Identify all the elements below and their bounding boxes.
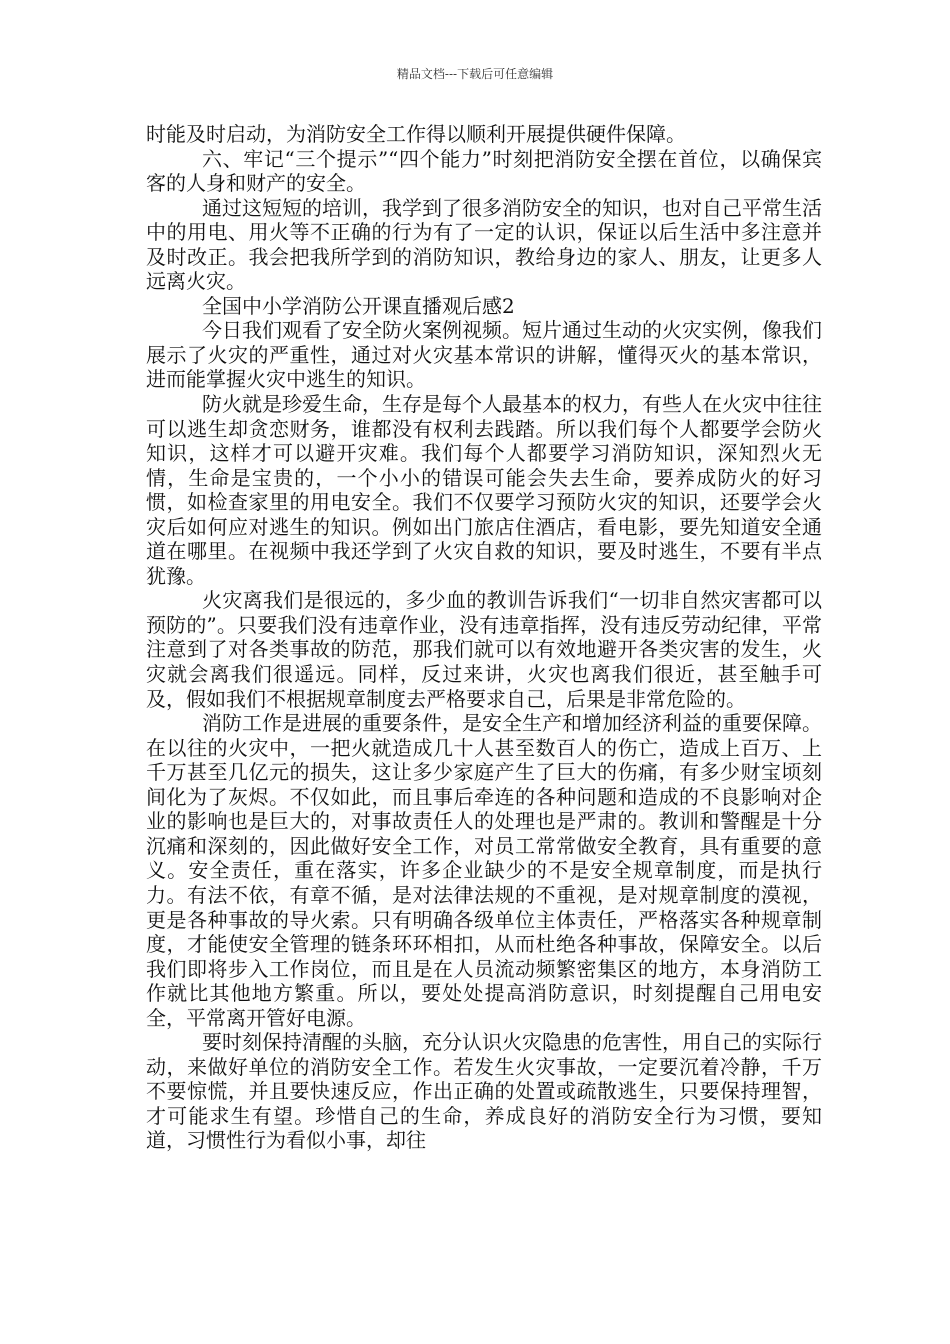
paragraph: 火灾离我们是很远的，多少血的教训告诉我们“一切非自然灾害都可以预防的”。只要我们没有违章作业，没有违章指挥，没有违反劳动纪律，平常注意到了对各类事故的防范，那我们就可以有效地避开各类灾害的发生，火灾就会离我们很遥远。同样，反过来讲，火灾也离我们很近，甚至触手可及，假如我们不根据规章制度去严格要求自己，后果是非常危险的。 bbox=[146, 588, 822, 711]
section-heading: 全国中小学消防公开课直播观后感2 bbox=[202, 293, 515, 318]
paragraph: 通过这短短的培训，我学到了很多消防安全的知识，也对自己平常生活中的用电、用火等不正确的行为有了一定的认识，保证以后生活中多注意并及时改正。我会把我所学到的消防知识，教给身边的家人、朋友，让更多人远离火灾。 bbox=[146, 195, 822, 294]
paragraph: 六、牢记“三个提示”“四个能力”时刻把消防安全摆在首位，以确保宾客的人身和财产的安全。 bbox=[146, 146, 822, 196]
paragraph: 防火就是珍爱生命，生存是每个人最基本的权力，有些人在火灾中往往可以逃生却贪恋财务，谁都没有权利去践踏。所以我们每个人都要学会防火知识，这样才可以避开灾难。我们每个人都要学习消防知识，深知烈火无情，生命是宝贵的，一个小小的错误可能会失去生命，要养成防火的好习惯，如检查家里的用电安全。我们不仅要学习预防火灾的知识，还要学会火灾后如何应对逃生的知识。例如出门旅店住酒店，看电影，要先知道安全通道在哪里。在视频中我还学到了火灾自救的知识，要及时逃生，不要有半点犹豫。 bbox=[146, 392, 822, 588]
paragraph: 时能及时启动，为消防安全工作得以顺利开展提供硬件保障。 bbox=[146, 122, 686, 146]
paragraph: 消防工作是进展的重要条件，是安全生产和增加经济利益的重要保障。在以往的火灾中，一把火就造成几十人甚至数百人的伤亡，造成上百万、上千万甚至几亿元的损失，这让多少家庭产生了巨大的伤痛，有多少财宝顷刻间化为了灰烬。不仅如此，而且事后牵连的各种问题和造成的不良影响对企业的影响也是巨大的，对事故责任人的处理也是严肃的。教训和警醒是十分沉痛和深刻的，因此做好安全工作，对员工常常做安全教育，具有重要的意义。安全责任，重在落实，许多企业缺少的不是安全规章制度，而是执行力。有法不依，有章不循，是对法律法规的不重视，是对规章制度的漠视，更是各种事故的导火索。只有明确各级单位主体责任，严格落实各种规章制度，才能使安全管理的链条环环相扣，从而杜绝各种事故，保障安全。以后我们即将步入工作岗位，而且是在人员流动频繁密集区的地方，本身消防工作就比其他地方繁重。所以，要处处提高消防意识，时刻提醒自己用电安全，平常离开管好电源。 bbox=[146, 711, 822, 1030]
paragraph: 今日我们观看了安全防火案例视频。短片通过生动的火灾实例，像我们展示了火灾的严重性，通过对火灾基本常识的讲解，懂得灭火的基本常识，进而能掌握火灾中逃生的知识。 bbox=[146, 318, 822, 392]
page-header: 精品文档---下载后可任意编辑 bbox=[396, 67, 554, 81]
paragraph: 要时刻保持清醒的头脑，充分认识火灾隐患的危害性，用自己的实际行动，来做好单位的消防安全工作。若发生火灾事故，一定要沉着冷静，千万不要惊慌，并且要快速反应，作出正确的处置或疏散逃生，只要保持理智，才可能求生有望。珍惜自己的生命，养成良好的消防安全行为习惯，要知道，习惯性行为看似小事，却往 bbox=[146, 1030, 822, 1153]
document-body bbox=[146, 122, 822, 1153]
